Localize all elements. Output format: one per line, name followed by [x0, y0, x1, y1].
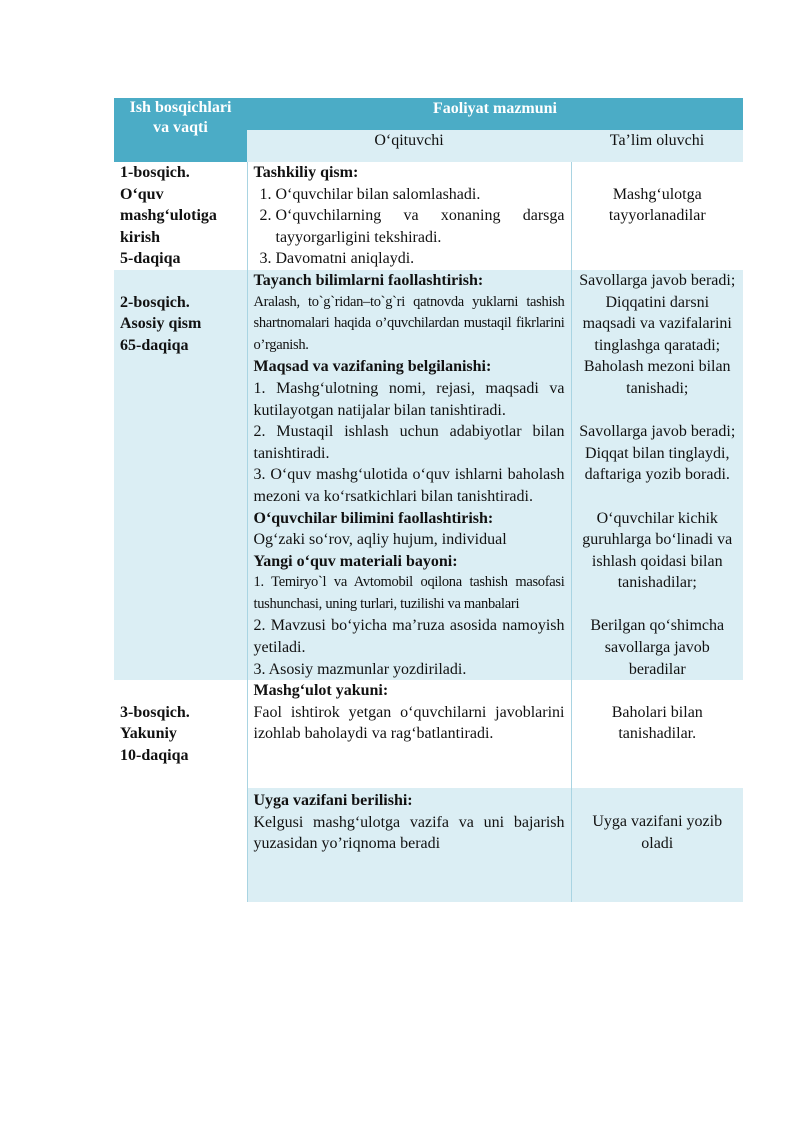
header-student: Ta’lim oluvchi: [571, 130, 743, 162]
section-heading: Uyga vazifani berilishi:: [253, 792, 413, 810]
list-item: 2. O‘quvchilarning va xonaning darsga tayyorgarligini tekshiradi.: [276, 205, 565, 248]
paragraph: Faol ishtirok yetgan o‘quvchilarni javoblarini izohlab baholaydi va rag‘batlantiradi.: [253, 703, 565, 743]
stage-2-row: [114, 270, 743, 680]
stage-1-cell: [114, 162, 247, 270]
paragraph: 3. O‘quv mashg‘ulotida o‘quv ishlarni baholash mezoni va ko‘rsatkichlari bilan tanishtiradi.: [253, 466, 565, 505]
student-activity: Diqqatini darsni maqsadi va vazifalarini tinglashga qaratadi;: [582, 293, 732, 354]
student-activity: Berilgan qo‘shimcha savollarga javob beradilar: [590, 617, 725, 678]
stage-3-student-cell: [571, 680, 743, 788]
stage-1-student-cell: [571, 162, 743, 270]
lesson-plan-table: [114, 98, 743, 902]
stage-3-teacher-cell: [247, 680, 571, 788]
paragraph: 2. Mavzusi bo‘yicha ma’ruza asosida namoyish yetiladi.: [253, 617, 565, 657]
stage-2-cell: [114, 270, 247, 680]
student-activity: O‘quvchilar kichik guruhlarga bo‘linadi va ishlash qoidasi bilan tanishadilar;: [582, 509, 733, 592]
section-heading: Yangi o‘quv materiali bayoni:: [253, 552, 458, 570]
section-heading: Mashg‘ulot yakuni:: [253, 682, 389, 700]
stage-2-line: Asosiy qism: [120, 315, 202, 333]
student-activity: Savollarga javob beradi;: [579, 423, 736, 441]
header-teacher: O‘qituvchi: [247, 130, 571, 162]
stage-2-duration: 65-daqiqa: [120, 336, 189, 354]
homework-teacher-cell: [247, 788, 571, 902]
paragraph: Kelgusi mashg‘ulotga vazifa va uni bajarish yuzasidan yo’riqnoma beradi: [253, 813, 565, 853]
paragraph: 3. Asosiy mazmunlar yozdiriladi.: [253, 660, 467, 678]
stage-2-student-cell: [571, 270, 743, 680]
stage-3-cell: [114, 680, 247, 902]
homework-student-cell: [571, 788, 743, 902]
stage-1-line: O‘quv: [120, 185, 164, 203]
stage-3-title: 3-bosqich.: [120, 703, 190, 721]
stage-3-duration: 10-daqiqa: [120, 747, 189, 765]
student-activity: Uyga vazifani yozib oladi: [592, 813, 723, 852]
section-heading: O‘quvchilar bilimini faollashtirish:: [253, 509, 494, 527]
stage-1-row: [114, 162, 743, 270]
paragraph: Aralash, to`g`ridan–to`g`ri qatnovda yuklarni tashish shartnomalari haqida o’quvchilardan mustaqil fikrlarini o’rganish.: [253, 293, 565, 353]
stage-2-title: 2-bosqich.: [120, 293, 190, 311]
stage-3-row: [114, 680, 743, 788]
stage-1-duration: 5-daqiqa: [120, 250, 181, 268]
teacher-task-list: [254, 184, 565, 270]
paragraph: 1. Mashg‘ulotning nomi, rejasi, maqsadi va kutilayotgan natijalar bilan tanishtiradi.: [253, 379, 565, 419]
student-activity: Savollarga javob beradi;: [579, 271, 736, 289]
stage-1-line: mashg‘ulotiga: [120, 207, 217, 225]
student-activity: Baholash mezoni bilan tanishadi;: [583, 358, 731, 397]
student-activity: Baholari bilan tanishadilar.: [611, 703, 703, 743]
stage-3-line: Yakuniy: [120, 725, 177, 743]
header-activity-content: Faoliyat mazmuni: [247, 98, 743, 130]
stage-1-line: kirish: [120, 228, 161, 246]
student-activity: Mashg‘ulotga tayyorlanadilar: [608, 185, 706, 225]
section-heading: Maqsad va vazifaning belgilanishi:: [253, 358, 492, 376]
stage-1-teacher-cell: [247, 162, 571, 270]
header-stage-time: Ish bosqichlari va vaqti: [114, 98, 247, 162]
section-heading: Tayanch bilimlarni faollashtirish:: [253, 271, 484, 289]
stage-1-title: 1-bosqich.: [120, 164, 190, 181]
stage-2-teacher-cell: [247, 270, 571, 680]
paragraph: 2. Mustaqil ishlash uchun adabiyotlar bilan tanishtiradi.: [253, 423, 565, 462]
list-item: 1. O‘quvchilar bilan salomlashadi.: [276, 184, 565, 206]
paragraph: 1. Temiryo`l va Avtomobil oqilona tashish masofasi tushunchasi, uning turlari, tuzilishi va manbalari: [253, 574, 565, 612]
list-item: 3. Davomatni aniqlaydi.: [276, 248, 565, 270]
section-heading: Tashkiliy qism:: [253, 164, 359, 181]
paragraph: Og‘zaki so‘rov, aqliy hujum, individual: [253, 531, 507, 549]
student-activity: Diqqat bilan tinglaydi, daftariga yozib boradi.: [584, 444, 730, 484]
